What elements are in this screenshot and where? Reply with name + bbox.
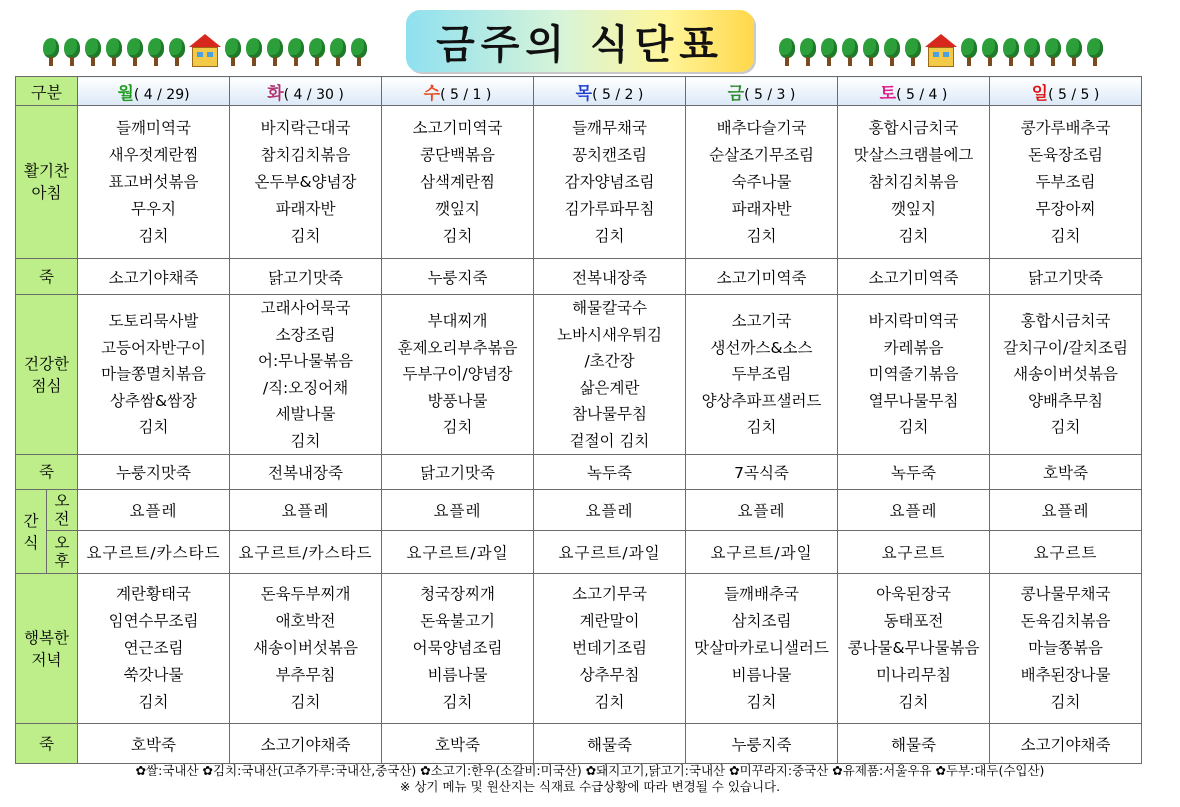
dinner-cell [686, 574, 838, 724]
snack-pm-cell: 요구르트/과일 [382, 531, 534, 574]
menu-item: 두부구이/양념장 [402, 365, 513, 384]
house-icon [189, 34, 221, 68]
menu-item: 홍합시금치국 [1020, 312, 1111, 331]
menu-item: 배추다슬기국 [716, 118, 807, 137]
tree-icon [308, 38, 326, 68]
snack-am-cell: 요플레 [382, 490, 534, 531]
menu-item: 무우지 [131, 199, 176, 218]
menu-item: /초간장 [584, 352, 635, 370]
tree-icon [799, 38, 817, 68]
tree-icon [960, 38, 978, 68]
snack-pm-cell: 요구르트/카스타드 [230, 531, 382, 574]
menu-item: 계란황태국 [116, 585, 191, 603]
menu-item: 상추쌈&쌈장 [110, 391, 197, 410]
menu-item: 들깨배추국 [724, 585, 799, 603]
porridge-label: 죽 [16, 259, 78, 295]
menu-item: 배추된장나물 [1020, 666, 1111, 684]
porridge-cell: 호박죽 [78, 724, 230, 764]
breakfast-label: 활기찬 아침 [16, 106, 78, 259]
snack-am-cell: 요플레 [838, 490, 990, 531]
snack-am-label: 오전 [47, 490, 78, 531]
menu-item: 연근조림 [123, 639, 184, 657]
dinner-cell [838, 574, 990, 724]
menu-item: 동태포전 [883, 612, 944, 630]
menu-item: 마늘쫑볶음 [1028, 639, 1103, 657]
menu-item: 어묵양념조림 [412, 639, 503, 657]
menu-item: 비름나물 [731, 666, 792, 684]
porridge-morning-row [16, 259, 1142, 295]
day-name: 월 [117, 83, 134, 104]
menu-item: 들깨무채국 [572, 118, 647, 137]
menu-item: 생선까스&소스 [710, 338, 813, 357]
lunch-cell [990, 295, 1142, 455]
porridge-cell: 닭고기맛죽 [230, 259, 382, 295]
menu-item: 돈육김치볶음 [1020, 612, 1111, 630]
porridge-cell: 소고기야채죽 [78, 259, 230, 295]
menu-item: 아욱된장국 [876, 585, 951, 603]
menu-item: 김치 [1050, 693, 1081, 711]
snack-pm-cell: 요구르트/과일 [534, 531, 686, 574]
snack-am-row [16, 490, 1142, 531]
lunch-cell [230, 295, 382, 455]
breakfast-cell [78, 106, 230, 259]
menu-item: 김치 [290, 693, 321, 711]
porridge-cell: 소고기미역죽 [686, 259, 838, 295]
menu-item: 돈육두부찌개 [260, 585, 351, 603]
menu-item: 열무나물무침 [868, 391, 959, 410]
menu-item: 무장아찌 [1035, 199, 1096, 218]
day-date: ( 5 / 3 ) [744, 86, 796, 103]
day-header [686, 77, 838, 106]
menu-item: 파래자반 [731, 199, 792, 218]
lunch-cell [78, 295, 230, 455]
menu-item: 번데기조림 [572, 639, 647, 657]
lunch-label: 건강한 점심 [16, 295, 78, 455]
tree-icon [1002, 38, 1020, 68]
menu-item: 콩나물무채국 [1020, 585, 1111, 603]
day-date: ( 4 / 30 ) [283, 86, 344, 103]
porridge-cell: 소고기미역죽 [838, 259, 990, 295]
menu-item: 애호박전 [275, 612, 336, 630]
menu-item: 방풍나물 [427, 391, 488, 410]
menu-item: 세발나물 [275, 405, 336, 423]
tree-icon [42, 38, 60, 68]
menu-item: 돈육장조림 [1028, 145, 1103, 164]
menu-item: 김치 [442, 226, 473, 245]
snack-pm-cell: 요구르트/과일 [686, 531, 838, 574]
lunch-cell [686, 295, 838, 455]
breakfast-cell [534, 106, 686, 259]
menu-item: 김치 [138, 226, 169, 245]
menu-item: 김치 [442, 693, 473, 711]
porridge-cell: 누룽지맛죽 [78, 455, 230, 490]
tree-icon [126, 38, 144, 68]
origin-note: ✿쌀:국내산 ✿김치:국내산(고추가루:국내산,중국산) ✿소고기:한우(소갈비:미국산) ✿돼지고기,닭고기:국내산 ✿미꾸라지:중국산 ✿유제품:서울우유 ✿두부:대두(수입산) [135, 763, 1045, 778]
lunch-cell [838, 295, 990, 455]
day-name: 수 [423, 83, 441, 104]
day-name: 화 [267, 83, 284, 104]
change-notice: ※ 상기 메뉴 및 원산지는 식재료 수급상황에 따라 변경될 수 있습니다. [399, 779, 781, 794]
porridge-cell: 누룽지죽 [686, 724, 838, 764]
tree-icon [245, 38, 263, 68]
header-row [16, 77, 1142, 106]
menu-item: 김치 [594, 693, 625, 711]
menu-item: 카레볶음 [883, 338, 944, 357]
breakfast-cell [686, 106, 838, 259]
snack-pm-label: 오후 [47, 531, 78, 574]
snack-pm-row [16, 531, 1142, 574]
menu-item: 파래자반 [275, 199, 336, 218]
menu-item: 소고기무국 [572, 585, 647, 603]
dinner-label: 행복한 저녁 [16, 574, 78, 724]
lunch-cell [382, 295, 534, 455]
day-name: 토 [879, 83, 897, 104]
snack-pm-cell: 요구르트 [838, 531, 990, 574]
menu-item: 김치 [898, 693, 929, 711]
menu-item: 들깨미역국 [116, 118, 191, 137]
menu-item: 소장조림 [275, 325, 336, 344]
menu-item: 삶은계란 [579, 378, 640, 397]
porridge-lunch-row [16, 455, 1142, 490]
menu-item: 새우젓계란찜 [108, 145, 199, 164]
menu-item: 김치 [290, 431, 321, 450]
menu-item: 고래사어묵국 [260, 299, 351, 317]
day-header [78, 77, 230, 106]
tree-icon [981, 38, 999, 68]
tree-icon [883, 38, 901, 68]
menu-item: 계란말이 [579, 612, 640, 630]
menu-item: 콩가루배추국 [1020, 118, 1111, 137]
breakfast-row [16, 106, 1142, 259]
tree-icon [778, 38, 796, 68]
snack-label: 간식 [16, 490, 47, 574]
lunch-row [16, 295, 1142, 455]
porridge-cell: 소고기야채죽 [230, 724, 382, 764]
menu-item: /직:오징어채 [262, 378, 349, 397]
tree-icon [862, 38, 880, 68]
menu-item: 어:무나물볶음 [257, 352, 354, 370]
dinner-cell [990, 574, 1142, 724]
porridge-label: 죽 [16, 455, 78, 490]
breakfast-cell [382, 106, 534, 259]
menu-item: 김치 [442, 418, 473, 437]
breakfast-cell [990, 106, 1142, 259]
menu-table [15, 76, 1142, 764]
tree-icon [1065, 38, 1083, 68]
tree-icon [820, 38, 838, 68]
breakfast-cell [838, 106, 990, 259]
tree-icon [287, 38, 305, 68]
tree-icon [1086, 38, 1104, 68]
tree-icon [904, 38, 922, 68]
menu-item: 갈치구이/갈치조림 [1003, 338, 1129, 357]
menu-item: 김치 [138, 418, 169, 437]
breakfast-cell [230, 106, 382, 259]
day-name: 목 [575, 83, 593, 104]
menu-item: 고등어자반구이 [101, 338, 206, 357]
menu-item: 김치 [898, 226, 929, 245]
day-header [230, 77, 382, 106]
dinner-row [16, 574, 1142, 724]
porridge-cell: 호박죽 [382, 724, 534, 764]
porridge-cell: 녹두죽 [534, 455, 686, 490]
menu-item: 소고기국 [731, 312, 792, 331]
menu-item: 콩단백볶음 [420, 145, 495, 164]
tree-icon [63, 38, 81, 68]
dinner-cell [382, 574, 534, 724]
right-decoration [778, 34, 1104, 68]
tree-icon [105, 38, 123, 68]
menu-item: 맛살스크램블에그 [853, 145, 974, 164]
day-header [838, 77, 990, 106]
porridge-cell: 7곡식죽 [686, 455, 838, 490]
menu-item: 쑥갓나물 [123, 666, 184, 684]
day-date: ( 4 / 29) [133, 86, 190, 103]
porridge-label: 죽 [16, 724, 78, 764]
menu-item: 새송이버섯볶음 [253, 639, 358, 657]
menu-item: 도토리묵사발 [108, 312, 199, 331]
snack-am-cell: 요플레 [990, 490, 1142, 531]
menu-item: 꽁치캔조림 [572, 145, 647, 164]
menu-item: 숙주나물 [731, 172, 792, 191]
porridge-cell: 전복내장죽 [230, 455, 382, 490]
porridge-cell: 전복내장죽 [534, 259, 686, 295]
snack-am-cell: 요플레 [534, 490, 686, 531]
menu-item: 해물칼국수 [572, 299, 647, 317]
menu-item: 부추무침 [275, 666, 336, 684]
menu-item: 콩나물&무나물볶음 [847, 639, 980, 657]
menu-item: 양상추파프샐러드 [701, 391, 822, 410]
tree-icon [350, 38, 368, 68]
porridge-cell: 해물죽 [838, 724, 990, 764]
day-header [534, 77, 686, 106]
menu-item: 깻잎지 [435, 199, 480, 218]
snack-am-cell: 요플레 [686, 490, 838, 531]
house-icon [925, 34, 957, 68]
menu-item: 비름나물 [427, 666, 488, 684]
porridge-cell: 소고기야채죽 [990, 724, 1142, 764]
menu-item: 두부조림 [731, 365, 792, 384]
menu-item: 김치 [746, 418, 777, 437]
day-name: 금 [727, 83, 745, 104]
menu-item: 김치 [290, 226, 321, 245]
menu-item: 김치 [898, 418, 929, 437]
tree-icon [266, 38, 284, 68]
menu-item: 참나물무침 [572, 405, 647, 423]
menu-item: 김치 [746, 693, 777, 711]
menu-item: 미나리무침 [876, 666, 951, 684]
menu-item: 감자양념조림 [564, 172, 655, 191]
menu-item: 새송이버섯볶음 [1013, 365, 1118, 384]
menu-item: 깻잎지 [891, 199, 936, 218]
dinner-cell [78, 574, 230, 724]
menu-item: 바지락근대국 [260, 118, 351, 137]
snack-pm-cell: 요구르트/카스타드 [78, 531, 230, 574]
menu-item: 훈제오리부추볶음 [397, 338, 518, 357]
left-decoration [42, 34, 368, 68]
porridge-cell: 닭고기맛죽 [990, 259, 1142, 295]
day-header [382, 77, 534, 106]
menu-item: 삼색계란찜 [420, 172, 495, 191]
gubun-header: 구분 [16, 77, 78, 106]
menu-item: 온두부&양념장 [254, 172, 357, 191]
snack-am-cell: 요플레 [230, 490, 382, 531]
menu-item: 청국장찌개 [420, 585, 495, 603]
tree-icon [84, 38, 102, 68]
menu-item: 노바시새우튀김 [557, 325, 662, 344]
porridge-cell: 해물죽 [534, 724, 686, 764]
tree-icon [841, 38, 859, 68]
menu-item: 부대찌개 [427, 312, 488, 331]
dinner-cell [230, 574, 382, 724]
porridge-cell: 호박죽 [990, 455, 1142, 490]
tree-icon [1023, 38, 1041, 68]
menu-item: 마늘쫑멸치볶음 [101, 365, 206, 384]
porridge-cell: 닭고기맛죽 [382, 455, 534, 490]
menu-item: 김치 [138, 693, 169, 711]
tree-icon [168, 38, 186, 68]
tree-icon [147, 38, 165, 68]
day-date: ( 5 / 4 ) [896, 86, 948, 103]
porridge-cell: 녹두죽 [838, 455, 990, 490]
title-banner [406, 10, 754, 72]
day-header [990, 77, 1142, 106]
menu-item: 참치김치볶음 [868, 172, 959, 191]
page-title: 금주의 식단표 [436, 21, 724, 68]
day-name: 일 [1031, 83, 1049, 104]
menu-item: 삼치조림 [731, 612, 792, 630]
menu-item: 김치 [1050, 226, 1081, 245]
tree-icon [1044, 38, 1062, 68]
menu-item: 바지락미역국 [868, 312, 959, 331]
menu-item: 돈육불고기 [420, 612, 495, 630]
day-date: ( 5 / 2 ) [592, 86, 644, 103]
menu-item: 겉절이 김치 [569, 431, 650, 450]
porridge-dinner-row [16, 724, 1142, 764]
day-date: ( 5 / 5 ) [1048, 86, 1100, 103]
menu-item: 참치김치볶음 [260, 145, 351, 164]
tree-icon [329, 38, 347, 68]
menu-item: 홍합시금치국 [868, 118, 959, 137]
snack-pm-cell: 요구르트 [990, 531, 1142, 574]
menu-item: 소고기미역국 [412, 118, 503, 137]
menu-item: 맛살마카로니샐러드 [694, 639, 829, 657]
menu-item: 김치 [1050, 418, 1081, 437]
menu-item: 김가루파무침 [564, 199, 655, 218]
day-date: ( 5 / 1 ) [440, 86, 492, 103]
lunch-cell [534, 295, 686, 455]
menu-item: 임연수무조림 [108, 612, 199, 630]
menu-item: 상추무침 [579, 666, 640, 684]
menu-item: 미역줄기볶음 [868, 365, 959, 384]
menu-item: 순살조기무조림 [709, 145, 814, 164]
menu-item: 두부조림 [1035, 172, 1096, 191]
dinner-cell [534, 574, 686, 724]
tree-icon [224, 38, 242, 68]
menu-item: 표고버섯볶음 [108, 172, 199, 191]
porridge-cell: 누룽지죽 [382, 259, 534, 295]
menu-item: 양배추무침 [1028, 391, 1103, 410]
menu-item: 김치 [746, 226, 777, 245]
snack-am-cell: 요플레 [78, 490, 230, 531]
menu-item: 김치 [594, 226, 625, 245]
